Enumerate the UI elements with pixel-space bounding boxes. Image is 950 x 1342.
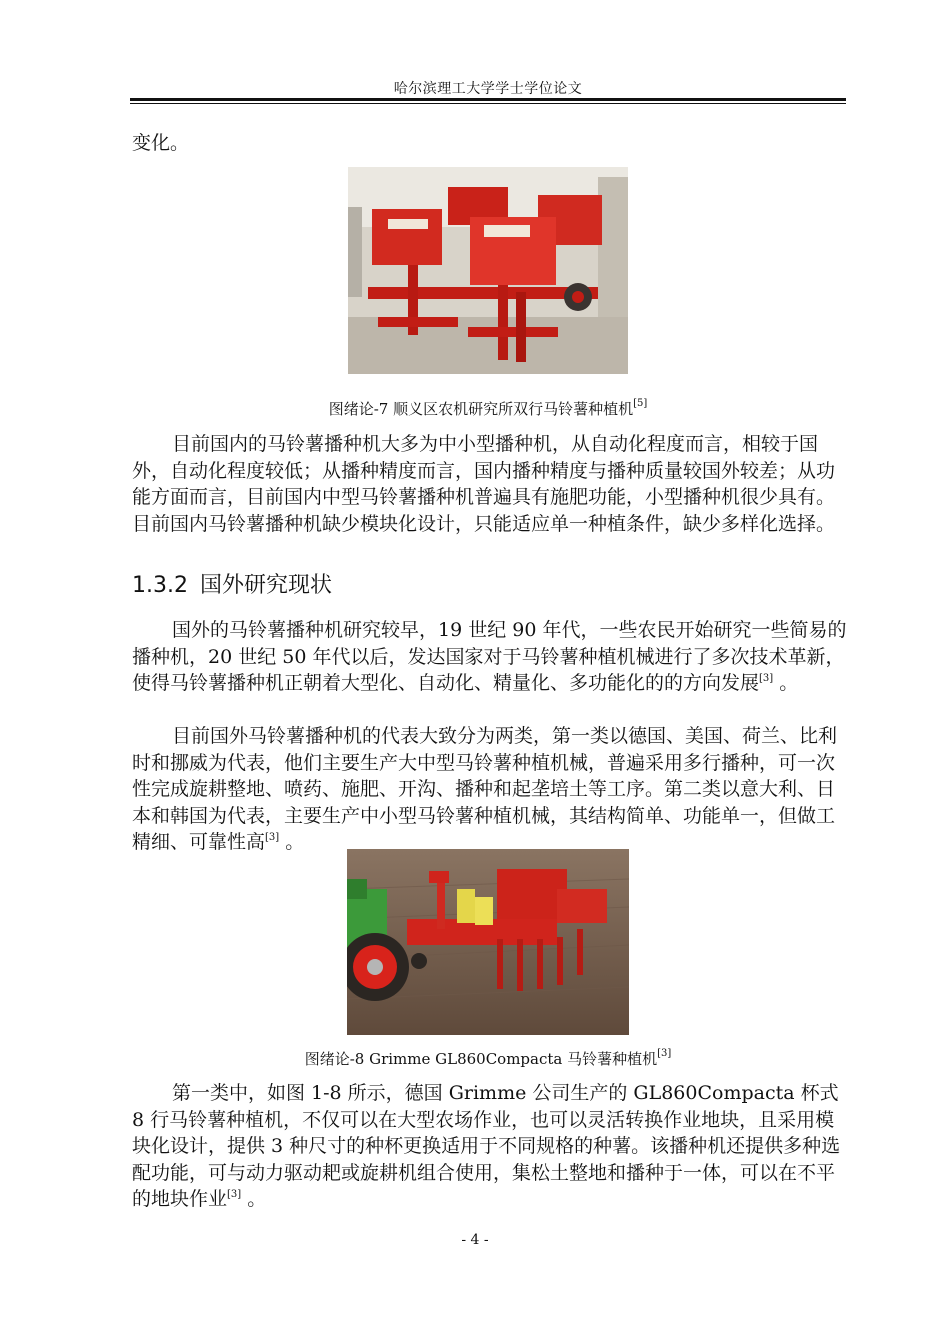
paragraph-4-text: 第一类中，如图 1-8 所示，德国 Grimme 公司生产的 GL860Compacta 杯式 8 行马铃薯种植机，不仅可以在大型农场作业，也可以灵活转换作业地块，且采用模块化设计，提供 3 种尺寸的种杯更换适用于不同规格的种薯。该播种机还提供多种选配功能，可与动力驱动耙或旋耕机组合使用，集松土整地和播种于一体，可以在不平的地块作业 <box>132 1082 841 1210</box>
paragraph-3-tail: 。 <box>279 831 305 853</box>
paragraph-3-citation: [3] <box>265 832 280 843</box>
section-heading <box>132 568 344 599</box>
figure-8-caption <box>130 1048 846 1069</box>
section-number: 1.3.2 <box>132 573 188 598</box>
page-number: - 4 - <box>461 1232 489 1248</box>
paragraph-2-citation: [3] <box>759 673 774 684</box>
figure-8-citation: [3] <box>657 1048 672 1059</box>
paragraph-3-text: 目前国外马铃薯播种机的代表大致分为两类，第一类以德国、美国、荷兰、比利时和挪威为代表，他们主要生产大中型马铃薯种植机械，普遍采用多行播种，可一次性完成旋耕整地、喷药、施肥、开沟、播种和起垄培土等工序。第二类以意大利、日本和韩国为代表，主要生产中小型马铃薯种植机械，其结构简单、功能单一，但做工精细、可靠性高 <box>132 725 838 853</box>
paragraph-2-tail: 。 <box>773 672 799 694</box>
paragraph-4-tail: 。 <box>241 1188 267 1210</box>
paragraph-4 <box>132 1080 848 1213</box>
figure-7-caption <box>130 398 846 419</box>
header-rule-thick <box>130 98 846 101</box>
paragraph-2 <box>132 617 848 697</box>
figure-7-caption-text: 图绪论-7 顺义区农机研究所双行马铃薯种植机 <box>328 400 634 418</box>
figure-8-image <box>347 849 629 1035</box>
running-header: 哈尔滨理工大学学士学位论文 <box>393 81 583 97</box>
paragraph-2-text: 国外的马铃薯播种机研究较早，19 世纪 90 年代，一些农民开始研究一些简易的播种机，20 世纪 50 年代以后，发达国家对于马铃薯种植机械进行了多次技术革新，使得马铃薯播种机正朝着大型化、自动化、精量化、多功能化的的方向发展 <box>132 619 847 694</box>
paragraph-3 <box>132 723 848 856</box>
figure-7-citation: [5] <box>633 398 648 409</box>
continued-text: 变化。 <box>132 132 190 154</box>
header-rule-thin <box>130 103 846 104</box>
figure-7-image <box>348 167 628 374</box>
figure-8-caption-text: 图绪论-8 Grimme GL860Compacta 马铃薯种植机 <box>304 1050 658 1068</box>
section-title: 国外研究现状 <box>199 573 332 598</box>
paragraph-1: 目前国内的马铃薯播种机大多为中小型播种机，从自动化程度而言，相较于国外，自动化程度较低；从播种精度而言，国内播种精度与播种质量较国外较差；从功能方面而言，目前国内中型马铃薯播种机普遍具有施肥功能，小型播种机很少具有。目前国内马铃薯播种机缺少模块化设计，只能适应单一种植条件，缺少多样化选择。 <box>132 433 836 535</box>
paragraph-4-citation: [3] <box>227 1189 242 1200</box>
